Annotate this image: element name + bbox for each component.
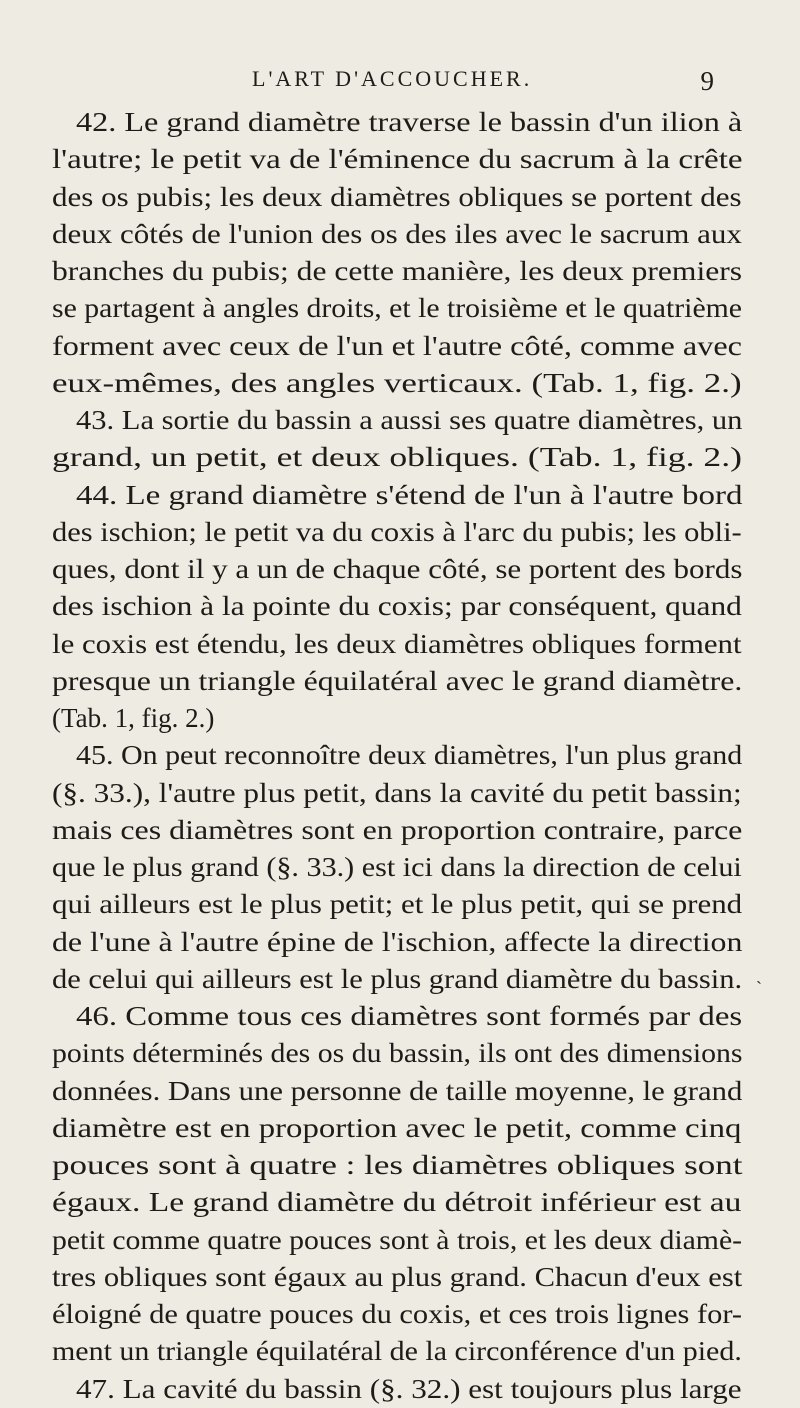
text-line: 45. On peut reconnoître deux diamètres, l'un plus grand	[76, 740, 743, 771]
text-line: presque un triangle équilatéral avec le grand diamètre.	[52, 665, 743, 696]
text-line: des os pubis; les deux diamètres obliques se portent des	[52, 181, 742, 212]
text-line: eux-mêmes, des angles verticaux. (Tab. 1, fig. 2.)	[52, 367, 742, 398]
text-line: égaux. Le grand diamètre du détroit inférieur est au	[52, 1187, 742, 1218]
text-line: (Tab. 1, fig. 2.)	[52, 703, 215, 733]
text-line: 43. La sortie du bassin a aussi ses quatre diamètres, un	[76, 405, 743, 435]
text-line: de celui qui ailleurs est le plus grand diamètre du bassin.	[52, 963, 743, 994]
text-line: points déterminés des os du bassin, ils ont des dimensions	[52, 1038, 743, 1069]
text-line: éloigné de quatre pouces du coxis, et ces trois lignes for-	[52, 1299, 743, 1329]
margin-mark: ˋ	[756, 978, 762, 998]
text-line: qui ailleurs est le plus petit; et le plus petit, qui se prend	[52, 889, 743, 920]
text-line: ques, dont il y a un de chaque côté, se portent des bords	[52, 554, 743, 584]
text-line: de l'une à l'autre épine de l'ischion, affecte la direction	[52, 926, 743, 957]
text-line: 44. Le grand diamètre s'étend de l'un à l'autre bord	[76, 479, 743, 510]
page-number: 9	[700, 66, 714, 96]
text-line: le coxis est étendu, les deux diamètres obliques forment	[52, 628, 742, 659]
text-line: (§. 33.), l'autre plus petit, dans la cavité du petit bassin;	[52, 777, 742, 808]
text-line: petit comme quatre pouces sont à trois, et les deux diamè-	[52, 1224, 743, 1255]
text-line: 47. La cavité du bassin (§. 32.) est toujours plus large	[76, 1373, 742, 1404]
text-line: forment avec ceux de l'un et l'autre côté, comme avec	[52, 330, 742, 361]
text-line: des ischion à la pointe du coxis; par conséquent, quand	[52, 591, 742, 622]
text-line: l'autre; le petit va de l'éminence du sacrum à la crête	[52, 144, 743, 175]
running-head	[0, 64, 800, 104]
text-line: que le plus grand (§. 33.) est ici dans la direction de celui	[52, 852, 742, 882]
text-line: grand, un petit, et deux obliques. (Tab. 1, fig. 2.)	[52, 442, 742, 473]
text-line: diamètre est en proportion avec le petit, comme cinq	[52, 1112, 742, 1143]
running-title: L'ART D'ACCOUCHER.	[252, 66, 533, 91]
text-line: des ischion; le petit va du coxis à l'arc du pubis; les obli-	[52, 516, 742, 547]
text-line: branches du pubis; de cette manière, les deux premiers	[52, 256, 743, 286]
text-line: ment un triangle équilatéral de la circonférence d'un pied.	[52, 1336, 742, 1367]
text-line: deux côtés de l'union des os des iles avec le sacrum aux	[52, 218, 742, 249]
text-line: données. Dans une personne de taille moyenne, le grand	[52, 1075, 743, 1106]
text-line: 42. Le grand diamètre traverse le bassin d'un ilion à	[76, 107, 743, 137]
text-line: mais ces diamètres sont en proportion contraire, parce	[52, 814, 743, 845]
text-line: 46. Comme tous ces diamètres sont formés par des	[76, 1001, 743, 1031]
text-line: se partagent à angles droits, et le troisième et le quatrième	[52, 293, 743, 324]
text-line: tres obliques sont égaux au plus grand. Chacun d'eux est	[52, 1261, 743, 1292]
text-line: pouces sont à quatre : les diamètres obliques sont	[52, 1150, 743, 1180]
